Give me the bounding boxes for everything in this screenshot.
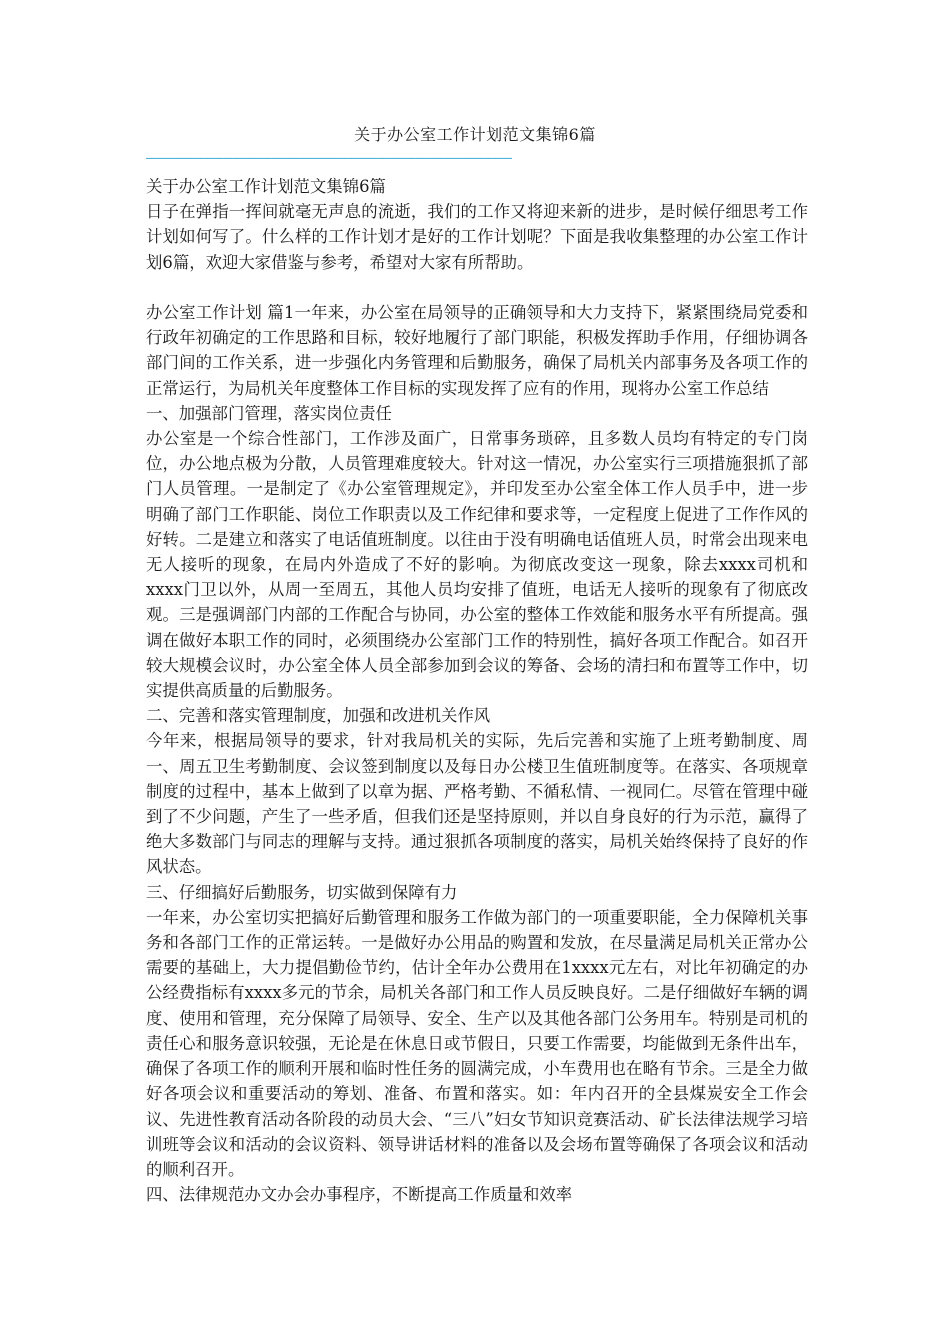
title-divider: —————————————————————————————————————— — [146, 148, 513, 167]
document-body — [146, 174, 808, 1207]
section-heading-2: 二、完善和落实管理制度，加强和改进机关作风 — [146, 706, 491, 726]
plan-1-paragraph: 办公室工作计划 篇1一年来，办公室在局领导的正确领导和大力支持下，紧紧围绕局党委和行政年初确定的工作思路和目标，较好地履行了部门职能，积极发挥助手作用，仔细协调各部门间的工作关系，进一步强化内务管理和后勤服务，确保了局机关内部事务及各项工作的正常运行，为局机关年度整体工作目标的实现发挥了应有的作用，现将办公室工作总结 — [146, 303, 808, 398]
section-heading-1: 一、加强部门管理，落实岗位责任 — [146, 403, 392, 423]
document-title: 关于办公室工作计划范文集锦6篇 — [354, 125, 596, 144]
intro-heading: 关于办公室工作计划范文集锦6篇 — [146, 177, 386, 196]
section-paragraph-1: 办公室是一个综合性部门，工作涉及面广，日常事务琐碎，且多数人员均有特定的专门岗位，办公地点极为分散，人员管理难度较大。针对这一情况，办公室实行三项措施狠抓了部门人员管理。一是制定了《办公室管理规定》，并印发至办公室全体工作人员手中，进一步明确了部门工作职能、岗位工作职责以及工作纪律和要求等，一定程度上促进了工作作风的好转。二是建立和落实了电话值班制度。以往由于没有明确电话值班人员，时常会出现来电无人接听的现象，在局内外造成了不好的影响。为彻底改变这一现象，除去xxxx司机和xxxx门卫以外，从周一至周五，其他人员均安排了值班，电话无人接听的现象有了彻底改观。三是强调部门内部的工作配合与协同，办公室的整体工作效能和服务水平有所提高。强调在做好本职工作的同时，必须围绕办公室部门工作的特别性，搞好各项工作配合。如召开较大规模会议时，办公室全体人员全部参加到会议的筹备、会场的清扫和布置等工作中，切实提供高质量的后勤服务。 — [146, 429, 808, 701]
section-heading-4: 四、法律规范办文办会办事程序，不断提高工作质量和效率 — [146, 1185, 573, 1205]
section-heading-3: 三、仔细搞好后勤服务，切实做到保障有力 — [146, 882, 458, 902]
section-paragraph-2: 今年来，根据局领导的要求，针对我局机关的实际，先后完善和实施了上班考勤制度、周一、周五卫生考勤制度、会议签到制度以及每日办公楼卫生值班制度等。在落实、各项规章制度的过程中，基本上做到了以章为据、严格考勤、不循私情、一视同仁。尽管在管理中碰到了不少问题，产生了一些矛盾，但我们还是坚持原则，并以自身良好的行为示范，赢得了绝大多数部门与同志的理解与支持。通过狠抓各项制度的落实，局机关始终保持了良好的作风状态。 — [146, 731, 808, 877]
section-paragraph-3: 一年来，办公室切实把搞好后勤管理和服务工作做为部门的一项重要职能，全力保障机关事务和各部门工作的正常运转。一是做好办公用品的购置和发放，在尽量满足局机关正常办公需要的基础上，大力提倡勤俭节约，估计全年办公费用在1xxxx元左右，对比年初确定的办公经费指标有xxxx多元的节余，局机关各部门和工作人员反映良好。二是仔细做好车辆的调度、使用和管理，充分保障了局领导、安全、生产以及其他各部门公务用车。特别是司机的责任心和服务意识较强，无论是在休息日或节假日，只要工作需要，均能做到无条件出车，确保了各项工作的顺利开展和临时性任务的圆满完成，小车费用也在略有节余。三是全力做好各项会议和重要活动的筹划、准备、布置和落实。如：年内召开的全县煤炭安全工作会议、先进性教育活动各阶段的动员大会、“三八”妇女节知识竞赛活动、矿长法律法规学习培训班等会议和活动的会议资料、领导讲话材料的准备以及会场布置等确保了各项会议和活动的顺利召开。 — [146, 907, 808, 1179]
intro-paragraph: 日子在弹指一挥间就毫无声息的流逝，我们的工作又将迎来新的进步，是时候仔细思考工作计划如何写了。什么样的工作计划才是好的工作计划呢？下面是我收集整理的办公室工作计划6篇，欢迎大家借鉴与参考，希望对大家有所帮助。 — [146, 202, 808, 272]
blank-line — [146, 275, 808, 300]
